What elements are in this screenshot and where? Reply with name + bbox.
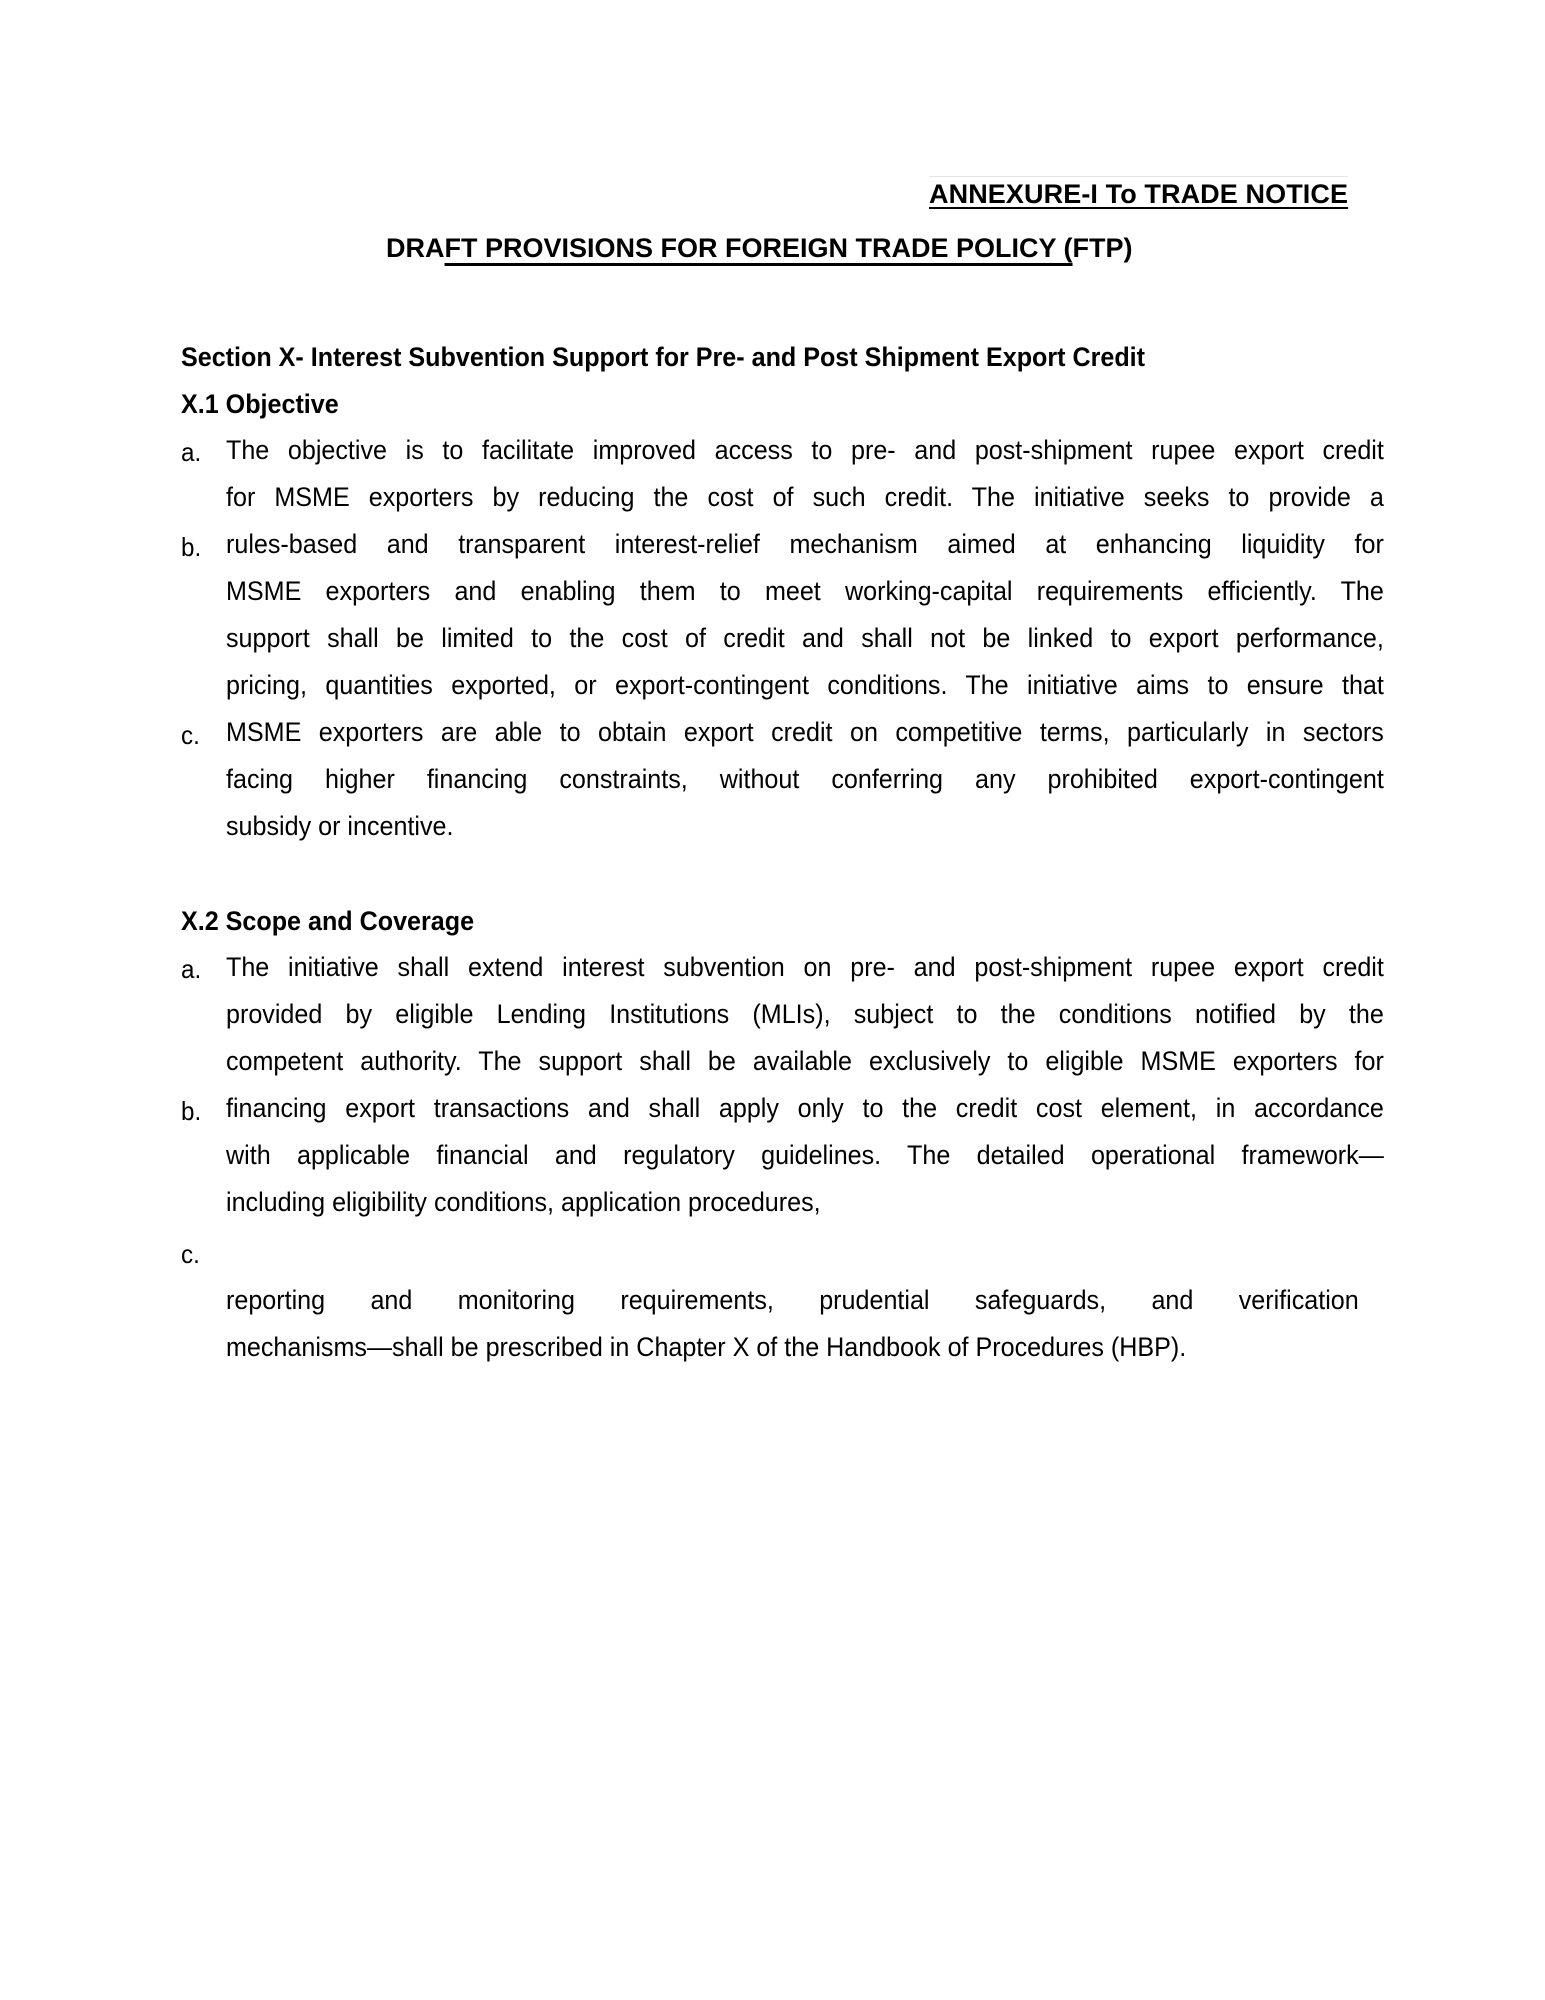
x2-line: The initiative shall extend interest subvention on pre- and post-shipment rupee export credit [226, 952, 1384, 982]
x1-heading: X.1 Objective [181, 389, 339, 419]
annexure-heading [929, 176, 1348, 210]
draft-title-underlined: FT PROVISIONS FOR FOREIGN TRADE POLICY ( [444, 233, 1073, 263]
x2-line: with applicable financial and regulatory guidelines. The detailed operational framework— [226, 1140, 1384, 1170]
draft-title-post: FTP) [1072, 233, 1133, 263]
x1-line: rules-based and transparent interest-relief mechanism aimed at enhancing liquidity for [226, 529, 1384, 559]
x1-line: support shall be limited to the cost of credit and shall not be linked to export performance, [226, 623, 1384, 653]
x1-line: facing higher financing constraints, without conferring any prohibited export-contingent [226, 764, 1384, 794]
x2-line: including eligibility conditions, application procedures, [226, 1187, 821, 1217]
x2-line: provided by eligible Lending Institutions (MLIs), subject to the conditions notified by the [226, 999, 1384, 1029]
x2-line: financing export transactions and shall apply only to the credit cost element, in accordance [226, 1093, 1384, 1123]
annexure-text: ANNEXURE-I To TRADE NOTICE [929, 179, 1349, 209]
x1-line: for MSME exporters by reducing the cost of such credit. The initiative seeks to provide a [226, 482, 1384, 512]
x1-line: subsidy or incentive. [226, 811, 454, 841]
draft-title-pre: DRA [386, 233, 445, 263]
x1-line: MSME exporters and enabling them to meet working-capital requirements efficiently. The [226, 576, 1384, 606]
section-title: Section X- Interest Subvention Support for Pre- and Post Shipment Export Credit [181, 342, 1146, 372]
x2-line: mechanisms—shall be prescribed in Chapter X of the Handbook of Procedures (HBP). [226, 1332, 1187, 1362]
draft-title [386, 233, 1133, 264]
x1-marker-a: a. [181, 437, 202, 467]
x2-line: reporting and monitoring requirements, prudential safeguards, and verification [226, 1285, 1359, 1315]
x2-marker-a: a. [181, 954, 202, 984]
x1-line: The objective is to facilitate improved access to pre- and post-shipment rupee export credit [226, 435, 1384, 465]
x1-line: MSME exporters are able to obtain export credit on competitive terms, particularly in sectors [226, 717, 1384, 747]
x2-marker-c: c. [181, 1239, 200, 1269]
x2-heading: X.2 Scope and Coverage [181, 906, 475, 936]
x1-marker-b: b. [181, 532, 202, 562]
x1-marker-c: c. [181, 720, 200, 750]
x2-line: competent authority. The support shall be available exclusively to eligible MSME exporters for [226, 1046, 1384, 1076]
x1-line: pricing, quantities exported, or export-contingent conditions. The initiative aims to ensure that [226, 670, 1384, 700]
x2-marker-b: b. [181, 1096, 202, 1126]
